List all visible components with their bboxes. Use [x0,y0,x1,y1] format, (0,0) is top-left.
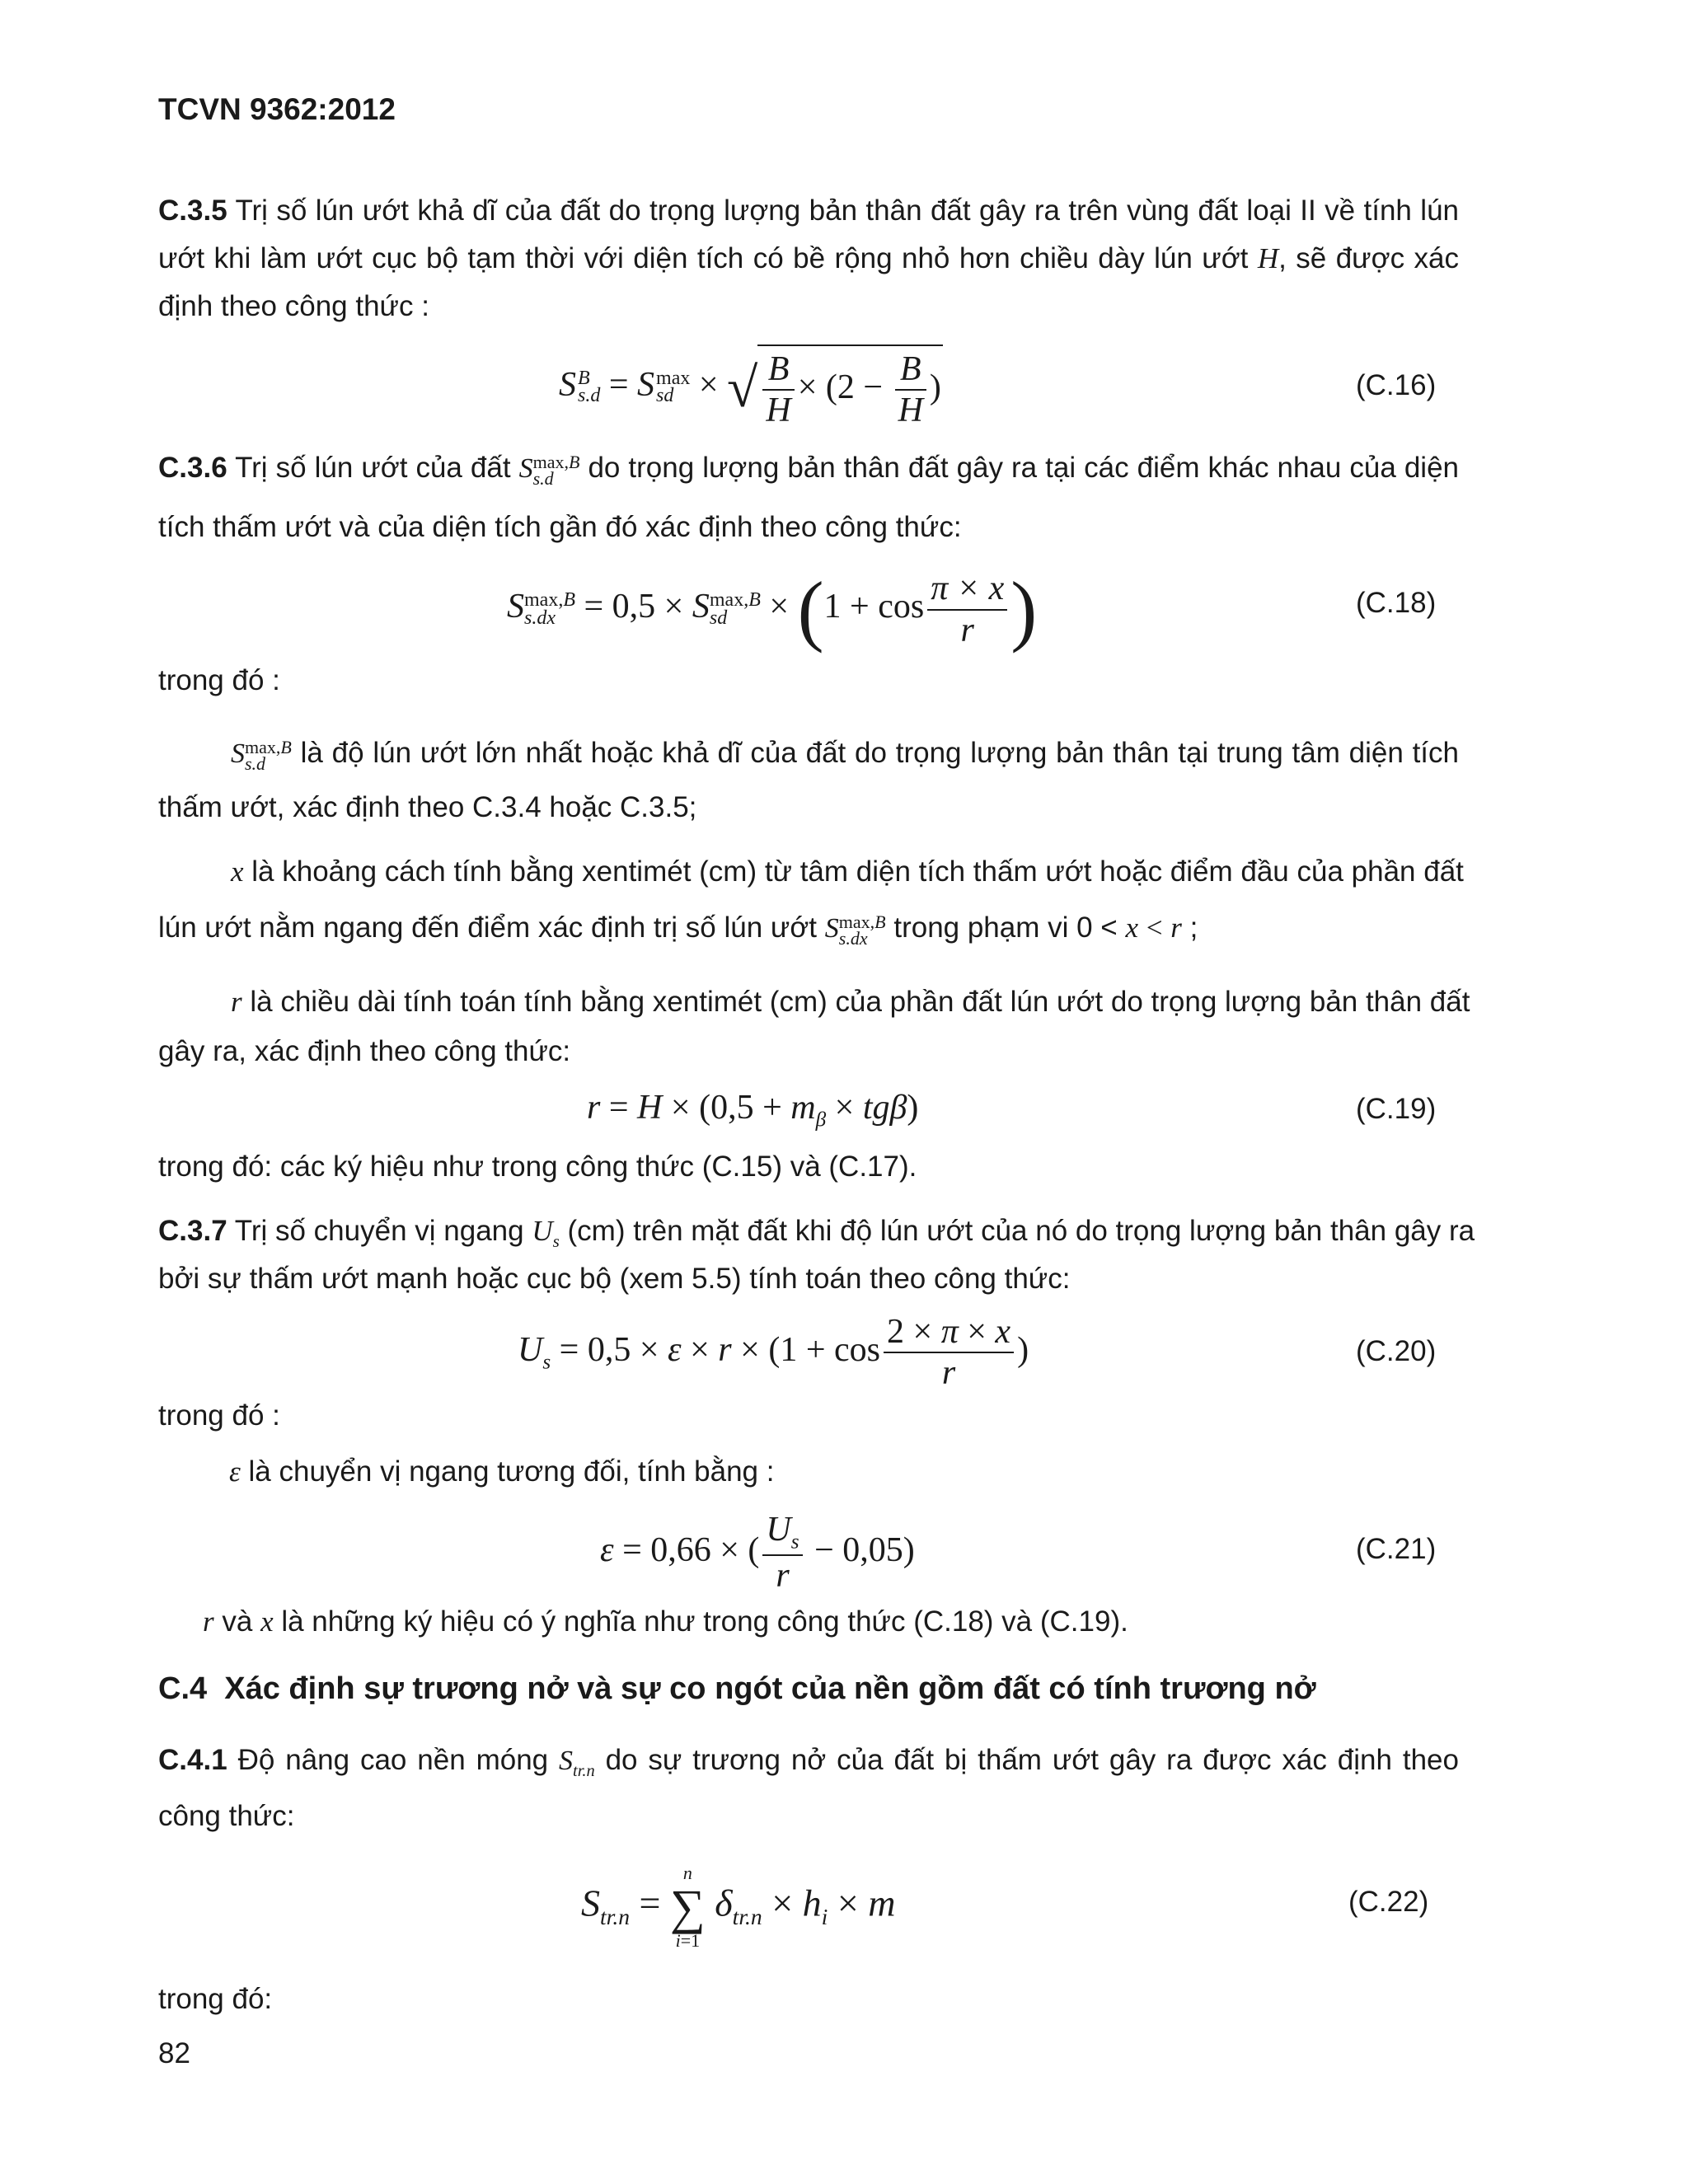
symbol-s-sd-max-b: S max,B s.d [518,452,580,490]
def-epsilon: ε là chuyển vị ngang tương đối, tính bằng : [229,1455,775,1488]
where-label-3: trong đó : [158,1399,280,1432]
def-s-sd-line2: thấm ướt, xác định theo C.3.4 hoặc C.3.5; [158,791,697,823]
equation-c20-label: (C.20) [1356,1335,1437,1367]
c35-paragraph-line3: định theo công thức : [158,290,429,322]
equation-c20: $U_s = 0,5 \times \varepsilon \times r \times (1 + \cos$ $\frac{2 \times \pi \times x}{r}$ ) [518,1313,1029,1393]
where-label-2: trong đó: các ký hiệu như trong công thức (C.15) và (C.17). [158,1151,917,1183]
c37-paragraph-line1: C.3.7 Trị số chuyển vị ngang $U_s$ (cm) trên mặt đất khi độ lún ướt của nó do trọng lượng bản thân gây ra [158,1215,1475,1251]
def-r-line1: r là chiều dài tính toán tính bằng xentimét (cm) của phần đất lún ướt do trọng lượng bản thân đất [231,986,1470,1018]
equation-c19-label: (C.19) [1356,1093,1437,1125]
equation-c21: ε = 0,66 × ( $\frac{U_s}{r}$ − 0,05) [600,1511,915,1596]
c35-paragraph-line2: ướt khi làm ướt cục bộ tạm thời với diện tích có bề rộng nhỏ hơn chiều dày lún ướt H, sẽ được xác [158,242,1459,274]
page-number: 82 [158,2037,190,2069]
equation-c22-label: (C.22) [1348,1886,1429,1918]
c4-heading: C.4 Xác định sự trương nở và sự co ngót của nền gồm đất có tính trương nở [158,1671,1316,1706]
note-r-x: r và x là những ký hiệu có ý nghĩa như trong công thức (C.18) và (C.19). [203,1605,1128,1638]
def-x-line1: x là khoảng cách tính bằng xentimét (cm) từ tâm diện tích thấm ướt hoặc điểm đầu của phần đất [231,855,1464,888]
def-r-line2: gây ra, xác định theo công thức: [158,1035,571,1067]
equation-c18-label: (C.18) [1356,587,1437,619]
c35-paragraph-line1: C.3.5 Trị số lún ướt khả dĩ của đất do trọng lượng bản thân đất gây ra trên vùng đất loại II về tính lún [158,194,1460,227]
equation-c19: $r = H \times (0,5 + m_\beta \times tg\beta)$ [587,1089,919,1132]
equation-c22: $S_{tr.n}$ = n ∑ i=1 $\delta_{tr.n} \times h_i \times m$ [581,1863,896,1951]
equation-c18: S max,B s.dx = 0,5 × S max,B sd × (1 + cos $\frac{\pi \times x}{r}$ ) [507,565,1038,654]
where-label-1: trong đó : [158,664,280,696]
c41-paragraph-line1: C.4.1 Độ nâng cao nền móng $S_{tr.n}$ do sự trương nở của đất bị thấm ướt gây ra được xác định theo [158,1744,1459,1780]
equation-c16: S B s.d = S max sd × √ $\frac{B}{H}$ × (2 − $\frac{B}{H}$ ) [559,344,943,431]
c37-paragraph-line2: bởi sự thấm ướt mạnh hoặc cục bộ (xem 5.5) tính toán theo công thức: [158,1263,1071,1295]
def-s-sd-line1: S max,B s.d là độ lún ướt lớn nhất hoặc khả dĩ của đất do trọng lượng bản thân tại trung tâm diện tích [231,737,1459,775]
standard-code-header: TCVN 9362:2012 [158,92,396,126]
equation-c21-label: (C.21) [1356,1533,1437,1565]
c36-paragraph-line2: tích thấm ướt và của diện tích gần đó xác định theo công thức: [158,511,962,543]
symbol-s-trn: $S_{tr.n}$ [559,1746,595,1780]
c41-paragraph-line2: công thức: [158,1800,295,1832]
c35-number: C.3.5 [158,194,227,227]
where-label-4: trong đó: [158,1983,273,2015]
equation-c16-label: (C.16) [1356,369,1437,401]
def-x-line2: lún ướt nằm ngang đến điểm xác định trị số lún ướt S max,B s.dx trong phạm vi 0 < x < r ; [158,912,1198,949]
c36-paragraph-line1: C.3.6 Trị số lún ướt của đất S max,B s.d do trọng lượng bản thân đất gây ra tại các điểm khác nhau của diện [158,452,1460,490]
